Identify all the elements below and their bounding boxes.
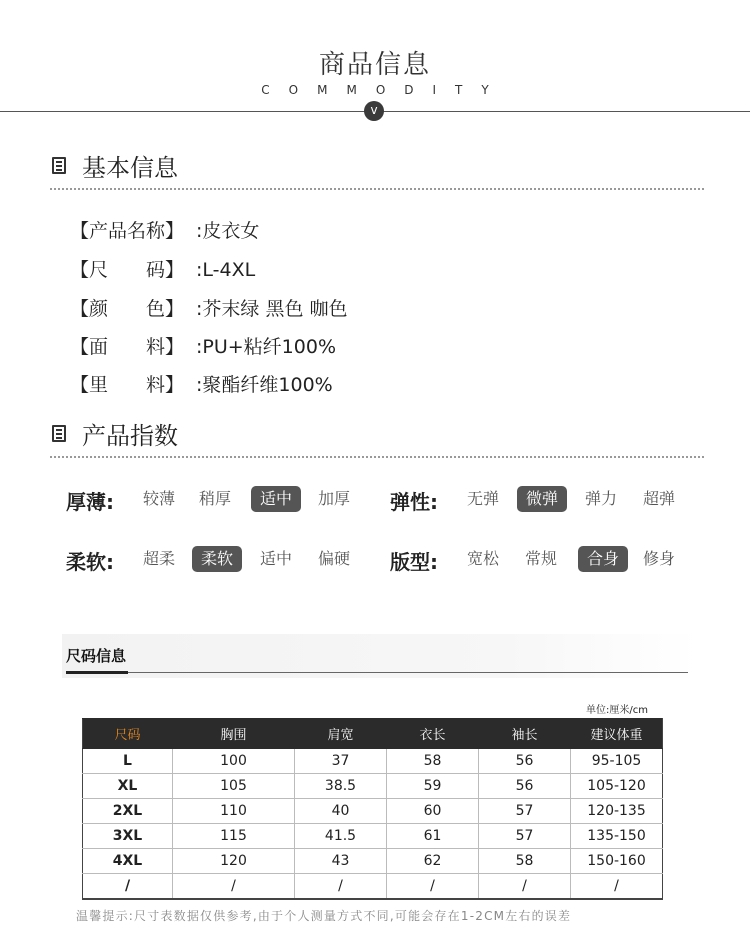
- index-option: 弹力: [584, 489, 617, 508]
- table-cell: 57: [479, 824, 571, 849]
- table-cell: /: [173, 874, 295, 900]
- info-row-lining: [70, 370, 333, 397]
- table-cell: 135-150: [571, 824, 663, 849]
- index-option: 修身: [642, 549, 675, 568]
- table-cell: 41.5: [295, 824, 387, 849]
- table-row: [83, 849, 663, 874]
- page-subtitle: COMMODITY: [261, 83, 508, 97]
- index-option: 加厚: [317, 489, 350, 508]
- table-cell: 37: [295, 749, 387, 774]
- table-cell: XL: [83, 774, 173, 799]
- index-option: 超柔: [142, 549, 175, 568]
- info-label: 【面 料】: [70, 336, 185, 358]
- index-option: 宽松: [466, 549, 499, 568]
- column-header: 胸围: [173, 719, 295, 749]
- column-header: 衣长: [387, 719, 479, 749]
- info-value: :皮衣女: [196, 220, 260, 242]
- document-icon: [52, 157, 66, 174]
- info-value: :L-4XL: [196, 259, 256, 281]
- info-value: :聚酯纤维100%: [196, 374, 333, 396]
- table-cell: 58: [387, 749, 479, 774]
- info-value: :PU+粘纤100%: [196, 336, 337, 358]
- table-cell: 115: [173, 824, 295, 849]
- column-header: 建议体重: [571, 719, 663, 749]
- table-cell: 150-160: [571, 849, 663, 874]
- index-name-softness: 柔软:: [66, 550, 114, 574]
- index-option: 稍厚: [198, 489, 231, 508]
- column-header: 尺码: [83, 719, 173, 749]
- index-option: 偏硬: [317, 549, 350, 568]
- info-label: 【颜 色】: [70, 298, 185, 320]
- table-cell: 59: [387, 774, 479, 799]
- index-name-thickness: 厚薄:: [66, 490, 114, 514]
- table-cell: 40: [295, 799, 387, 824]
- section-divider: [50, 456, 704, 458]
- basic-info-title: 基本信息: [82, 154, 178, 182]
- index-option: 超弹: [642, 489, 675, 508]
- size-table: [82, 718, 663, 900]
- info-row-size: [70, 255, 255, 282]
- unit-label: 单位:厘米/cm: [586, 705, 648, 716]
- table-cell: 100: [173, 749, 295, 774]
- size-info-title: 尺码信息: [66, 647, 127, 665]
- document-icon: [52, 425, 66, 442]
- table-cell: 38.5: [295, 774, 387, 799]
- index-option: 无弹: [466, 489, 499, 508]
- index-option: 较薄: [142, 489, 175, 508]
- table-cell: 120: [173, 849, 295, 874]
- size-divider-accent: [66, 671, 128, 674]
- size-note: 温馨提示:尺寸表数据仅供参考,由于个人测量方式不同,可能会存在1-2CM左右的误差: [76, 909, 572, 923]
- info-label: 【里 料】: [70, 374, 185, 396]
- table-row: [83, 799, 663, 824]
- product-index-title: 产品指数: [82, 422, 178, 450]
- info-label: 【产品名称】: [70, 220, 185, 242]
- index-option: 适中: [259, 549, 292, 568]
- table-cell: 2XL: [83, 799, 173, 824]
- table-cell: /: [479, 874, 571, 900]
- index-option-selected: 适中: [251, 486, 301, 512]
- index-option-selected: 柔软: [192, 546, 242, 572]
- table-cell: 4XL: [83, 849, 173, 874]
- table-cell: 110: [173, 799, 295, 824]
- table-cell: 3XL: [83, 824, 173, 849]
- info-row-name: [70, 216, 259, 243]
- table-cell: /: [387, 874, 479, 900]
- table-cell: 60: [387, 799, 479, 824]
- table-cell: 105-120: [571, 774, 663, 799]
- size-divider: [66, 672, 688, 673]
- column-header: 肩宽: [295, 719, 387, 749]
- table-cell: 58: [479, 849, 571, 874]
- section-divider: [50, 188, 704, 190]
- table-header-row: [83, 719, 663, 749]
- table-cell: 62: [387, 849, 479, 874]
- table-cell: 56: [479, 749, 571, 774]
- table-row: [83, 774, 663, 799]
- index-name-elasticity: 弹性:: [390, 490, 438, 514]
- column-header: 袖长: [479, 719, 571, 749]
- info-value: :芥末绿 黑色 咖色: [196, 298, 348, 320]
- index-option: 常规: [524, 549, 557, 568]
- table-row: [83, 824, 663, 849]
- table-cell: 120-135: [571, 799, 663, 824]
- table-cell: 56: [479, 774, 571, 799]
- index-option-selected: 合身: [578, 546, 628, 572]
- table-cell: 105: [173, 774, 295, 799]
- table-cell: /: [571, 874, 663, 900]
- info-row-fabric: [70, 332, 336, 359]
- table-cell: 43: [295, 849, 387, 874]
- table-cell: 95-105: [571, 749, 663, 774]
- table-cell: /: [83, 874, 173, 900]
- table-row: [83, 874, 663, 900]
- info-row-color: [70, 294, 347, 321]
- table-cell: L: [83, 749, 173, 774]
- index-option-selected: 微弹: [517, 486, 567, 512]
- table-cell: 61: [387, 824, 479, 849]
- table-cell: /: [295, 874, 387, 900]
- info-label: 【尺 码】: [70, 259, 185, 281]
- table-row: [83, 749, 663, 774]
- table-cell: 57: [479, 799, 571, 824]
- page-title: 商品信息: [318, 50, 431, 80]
- chevron-down-icon: v: [364, 101, 384, 121]
- index-name-fit: 版型:: [390, 550, 438, 574]
